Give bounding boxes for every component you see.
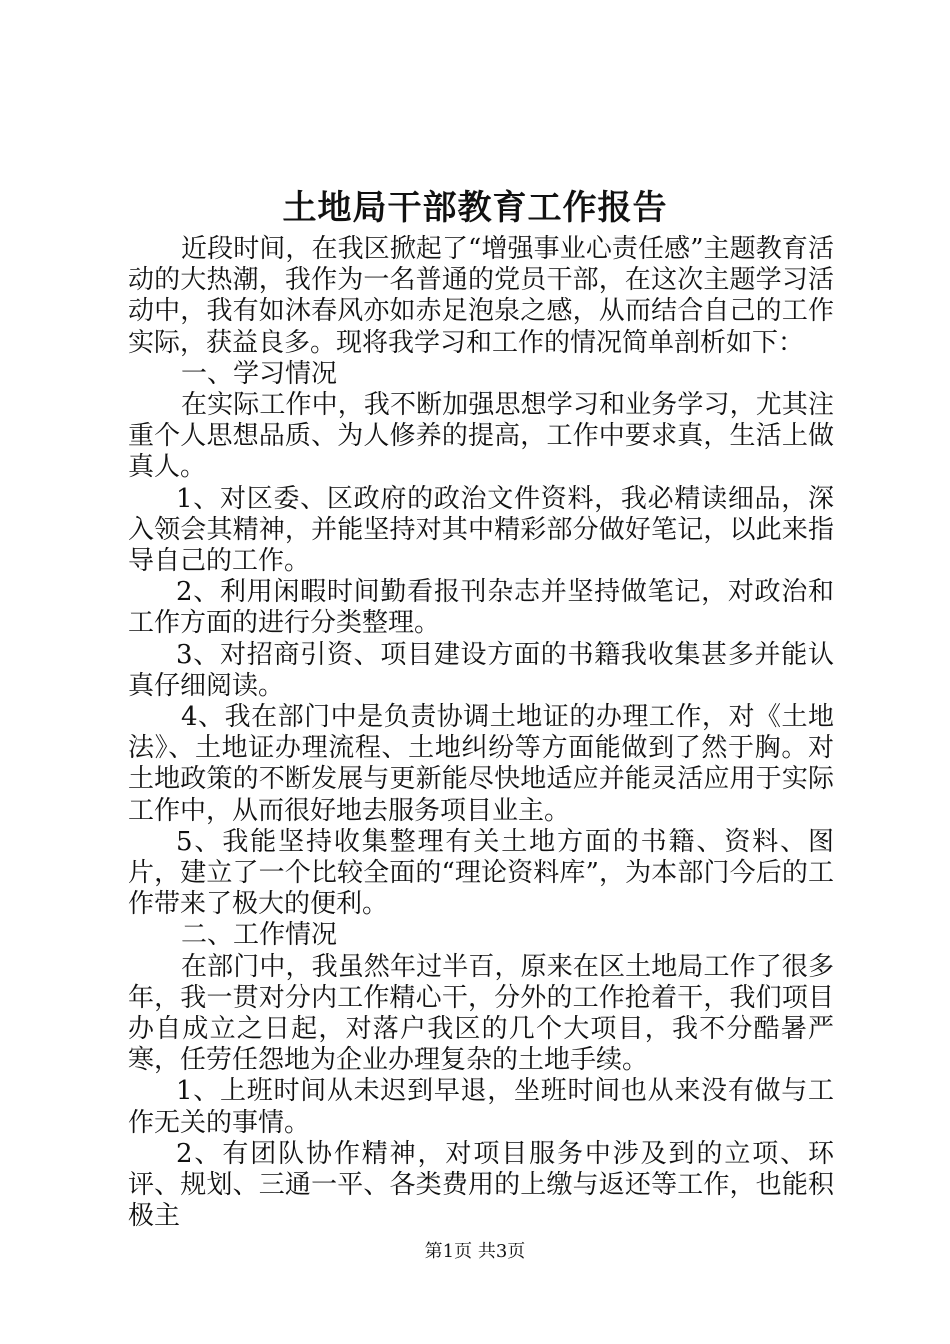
paragraph-study-item-2: 2、利用闲暇时间勤看报刊杂志并坚持做笔记，对政治和工作方面的进行分类整理。 <box>128 577 834 639</box>
document-title: 土地局干部教育工作报告 <box>282 188 668 228</box>
intro-paragraph: 近段时间，在我区掀起了“增强事业心责任感”主题教育活动的大热潮，我作为一名普通的党员干部，在这次主题学习活动中，我有如沐春风亦如赤足泡泉之感，从而结合自己的工作实际，获益良多。现将我学习和工作的情况简单剖析如下： <box>128 234 834 358</box>
section-heading-work: 二、工作情况 <box>181 920 338 951</box>
paragraph-work-item-2: 2、有团队协作精神，对项目服务中涉及到的立项、环评、规划、三通一平、各类费用的上缴与返还等工作，也能积极主 <box>128 1138 834 1232</box>
paragraph-study-item-5: 5、我能坚持收集整理有关土地方面的书籍、资料、图片，建立了一个比较全面的“理论资料库”，为本部门今后的工作带来了极大的便利。 <box>128 826 834 920</box>
paragraph-work-item-1: 1、上班时间从未迟到早退，坐班时间也从来没有做与工作无关的事情。 <box>128 1076 834 1138</box>
paragraph-work-overview: 在部门中，我虽然年过半百，原来在区土地局工作了很多年，我一贯对分内工作精心干，分外的工作抢着干，我们项目办自成立之日起，对落户我区的几个大项目，我不分酷暑严寒，任劳任怨地为企业办理复杂的土地手续。 <box>128 951 834 1076</box>
paragraph-study-item-1: 1、对区委、区政府的政治文件资料，我必精读细品，深入领会其精神，并能坚持对其中精彩部分做好笔记，以此来指导自己的工作。 <box>128 483 834 577</box>
document-body <box>128 234 834 1233</box>
paragraph-study-overview: 在实际工作中，我不断加强思想学习和业务学习，尤其注重个人思想品质、为人修养的提高，工作中要求真，生活上做真人。 <box>128 390 834 483</box>
paragraph-study-item-3: 3、对招商引资、项目建设方面的书籍我收集甚多并能认真仔细阅读。 <box>128 639 834 701</box>
paragraph-study-item-4: 4、我在部门中是负责协调土地证的办理工作，对《土地法》、土地证办理流程、土地纠纷等方面能做到了然于胸。对土地政策的不断发展与更新能尽快地适应并能灵活应用于实际工作中，从而很好地去服务项目业主。 <box>128 702 834 826</box>
page-footer: 第1页 共3页 <box>424 1241 526 1262</box>
section-heading-study: 一、学习情况 <box>181 358 338 389</box>
